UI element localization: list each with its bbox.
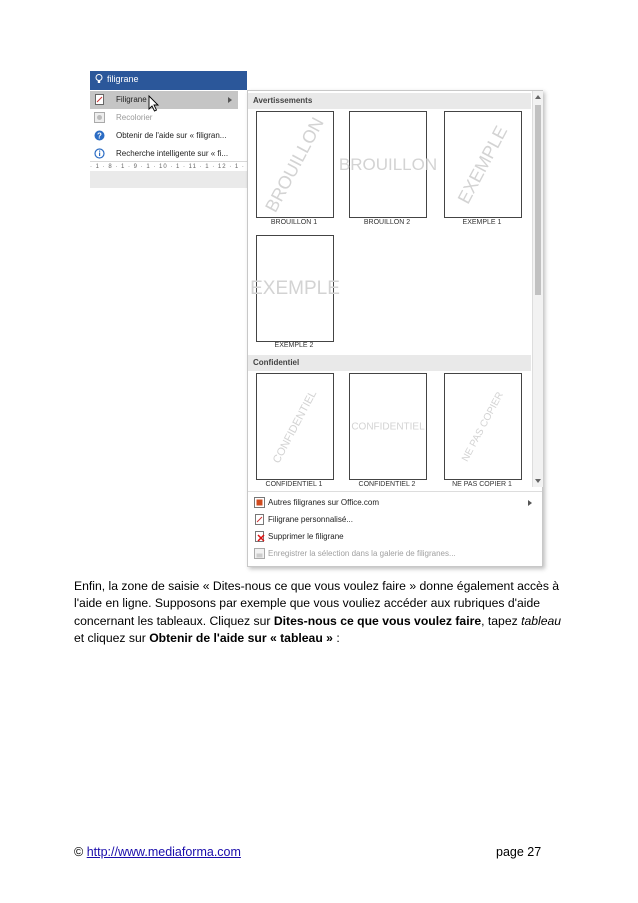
menu-item-help[interactable] [90,127,238,145]
section-header-confidentiel: Confidentiel [248,355,531,371]
body-italic-segment: tableau [521,613,562,628]
thumbnail-label: BROUILLON 1 [270,219,318,226]
thumbnail-label: BROUILLON 2 [363,219,411,226]
menu-item-label: Filigrane personnalisé... [268,515,353,524]
menu-item-filigrane[interactable] [90,91,238,109]
context-menu [90,71,247,188]
search-bar[interactable] [90,71,247,90]
body-text-segment: Enfin, la zone de saisie « Dites-nous ce que vous voulez faire » donne également accès à l'aide en ligne. Supposons par exemple que vous vouliez accéder aux rubriques d'aide concernant les tableaux. Cliquez sur [74,579,560,628]
menu-item-remove-watermark[interactable] [248,528,542,545]
scroll-down-icon[interactable] [535,479,541,483]
lightbulb-icon [95,74,103,84]
thumbnail-label: NE PAS COPIER 1 [452,481,512,488]
body-bold-segment: Dites-nous ce que vous voulez faire [273,613,482,628]
menu-item-label: Autres filigranes sur Office.com [268,498,380,507]
thumbnail-label: CONFIDENTIEL 1 [265,481,323,488]
watermark-thumbnail-brouillon-1[interactable] [256,111,334,218]
section-header-avertissements: Avertissements [248,93,531,109]
divider [248,491,542,492]
watermark-thumbnail-exemple-1[interactable] [444,111,522,218]
page-number: page 27 [496,845,542,859]
office-icon [254,497,265,508]
watermark-text: CONFIDENTIEL [270,388,320,465]
watermark-thumbnail-confidentiel-2[interactable] [349,373,427,480]
watermark-gallery [247,90,543,567]
ruler: · 1 · 8 · 1 · 9 · 1 · 10 · 1 · 11 · 1 · 12 · 1 · [90,161,247,172]
search-text: filigrane [107,74,139,84]
watermark-thumbnail-ne-pas-copier-1[interactable] [444,373,522,480]
footer-copyright [74,845,241,859]
copyright-symbol: © [74,845,84,859]
body-text-segment: , tapez [481,613,522,628]
watermark-text: BROUILLON [338,154,438,174]
body-text-segment: : [332,630,340,645]
watermark-text: NE PAS COPIER [460,389,506,464]
watermark-thumbnail-confidentiel-1[interactable] [256,373,334,480]
chevron-right-icon [228,97,232,103]
menu-item-label: Enregistrer la sélection dans la galerie de filigranes... [268,549,456,558]
body-bold-segment: Obtenir de l'aide sur « tableau » [149,630,333,645]
menu-item-label: Recolorier [116,113,153,122]
thumbnail-label: EXEMPLE 1 [462,219,502,226]
thumbnail-label: CONFIDENTIEL 2 [358,481,416,488]
chevron-right-icon [528,500,532,506]
custom-watermark-icon [254,514,265,525]
watermark-thumbnail-exemple-2[interactable] [250,235,340,342]
help-icon [94,130,105,141]
document-area [90,171,247,188]
thumbnail-label: EXEMPLE 2 [274,342,314,349]
menu-item-more-watermarks[interactable] [248,494,542,511]
watermark-icon [94,94,105,105]
scroll-up-icon[interactable] [535,95,541,99]
watermark-text: BROUILLON [261,113,328,215]
smart-lookup-icon [94,148,105,159]
menu-item-save-to-gallery[interactable] [248,545,542,562]
menu-item-label: Obtenir de l'aide sur « filigran... [116,131,227,140]
watermark-text: EXEMPLE [250,277,340,299]
menu-item-custom-watermark[interactable] [248,511,542,528]
scrollbar-thumb[interactable] [535,105,541,295]
menu-item-label: Filigrane [116,95,147,104]
watermark-text: CONFIDENTIEL [351,421,425,432]
svg-text:?: ? [97,131,102,141]
menu-item-label: Recherche intelligente sur « fi... [116,149,229,158]
menu-item-recolorier[interactable] [90,109,238,127]
body-paragraph [74,578,566,647]
save-gallery-icon [254,548,265,559]
watermark-text: EXEMPLE [453,122,512,207]
remove-watermark-icon [254,531,265,542]
body-text-segment: et cliquez sur [74,630,150,645]
watermark-thumbnail-brouillon-2[interactable] [338,111,438,218]
recolor-icon [94,112,105,123]
gallery-scrollbar[interactable] [532,91,543,487]
menu-item-label: Supprimer le filigrane [268,532,344,541]
footer-link[interactable]: http://www.mediaforma.com [86,845,241,859]
